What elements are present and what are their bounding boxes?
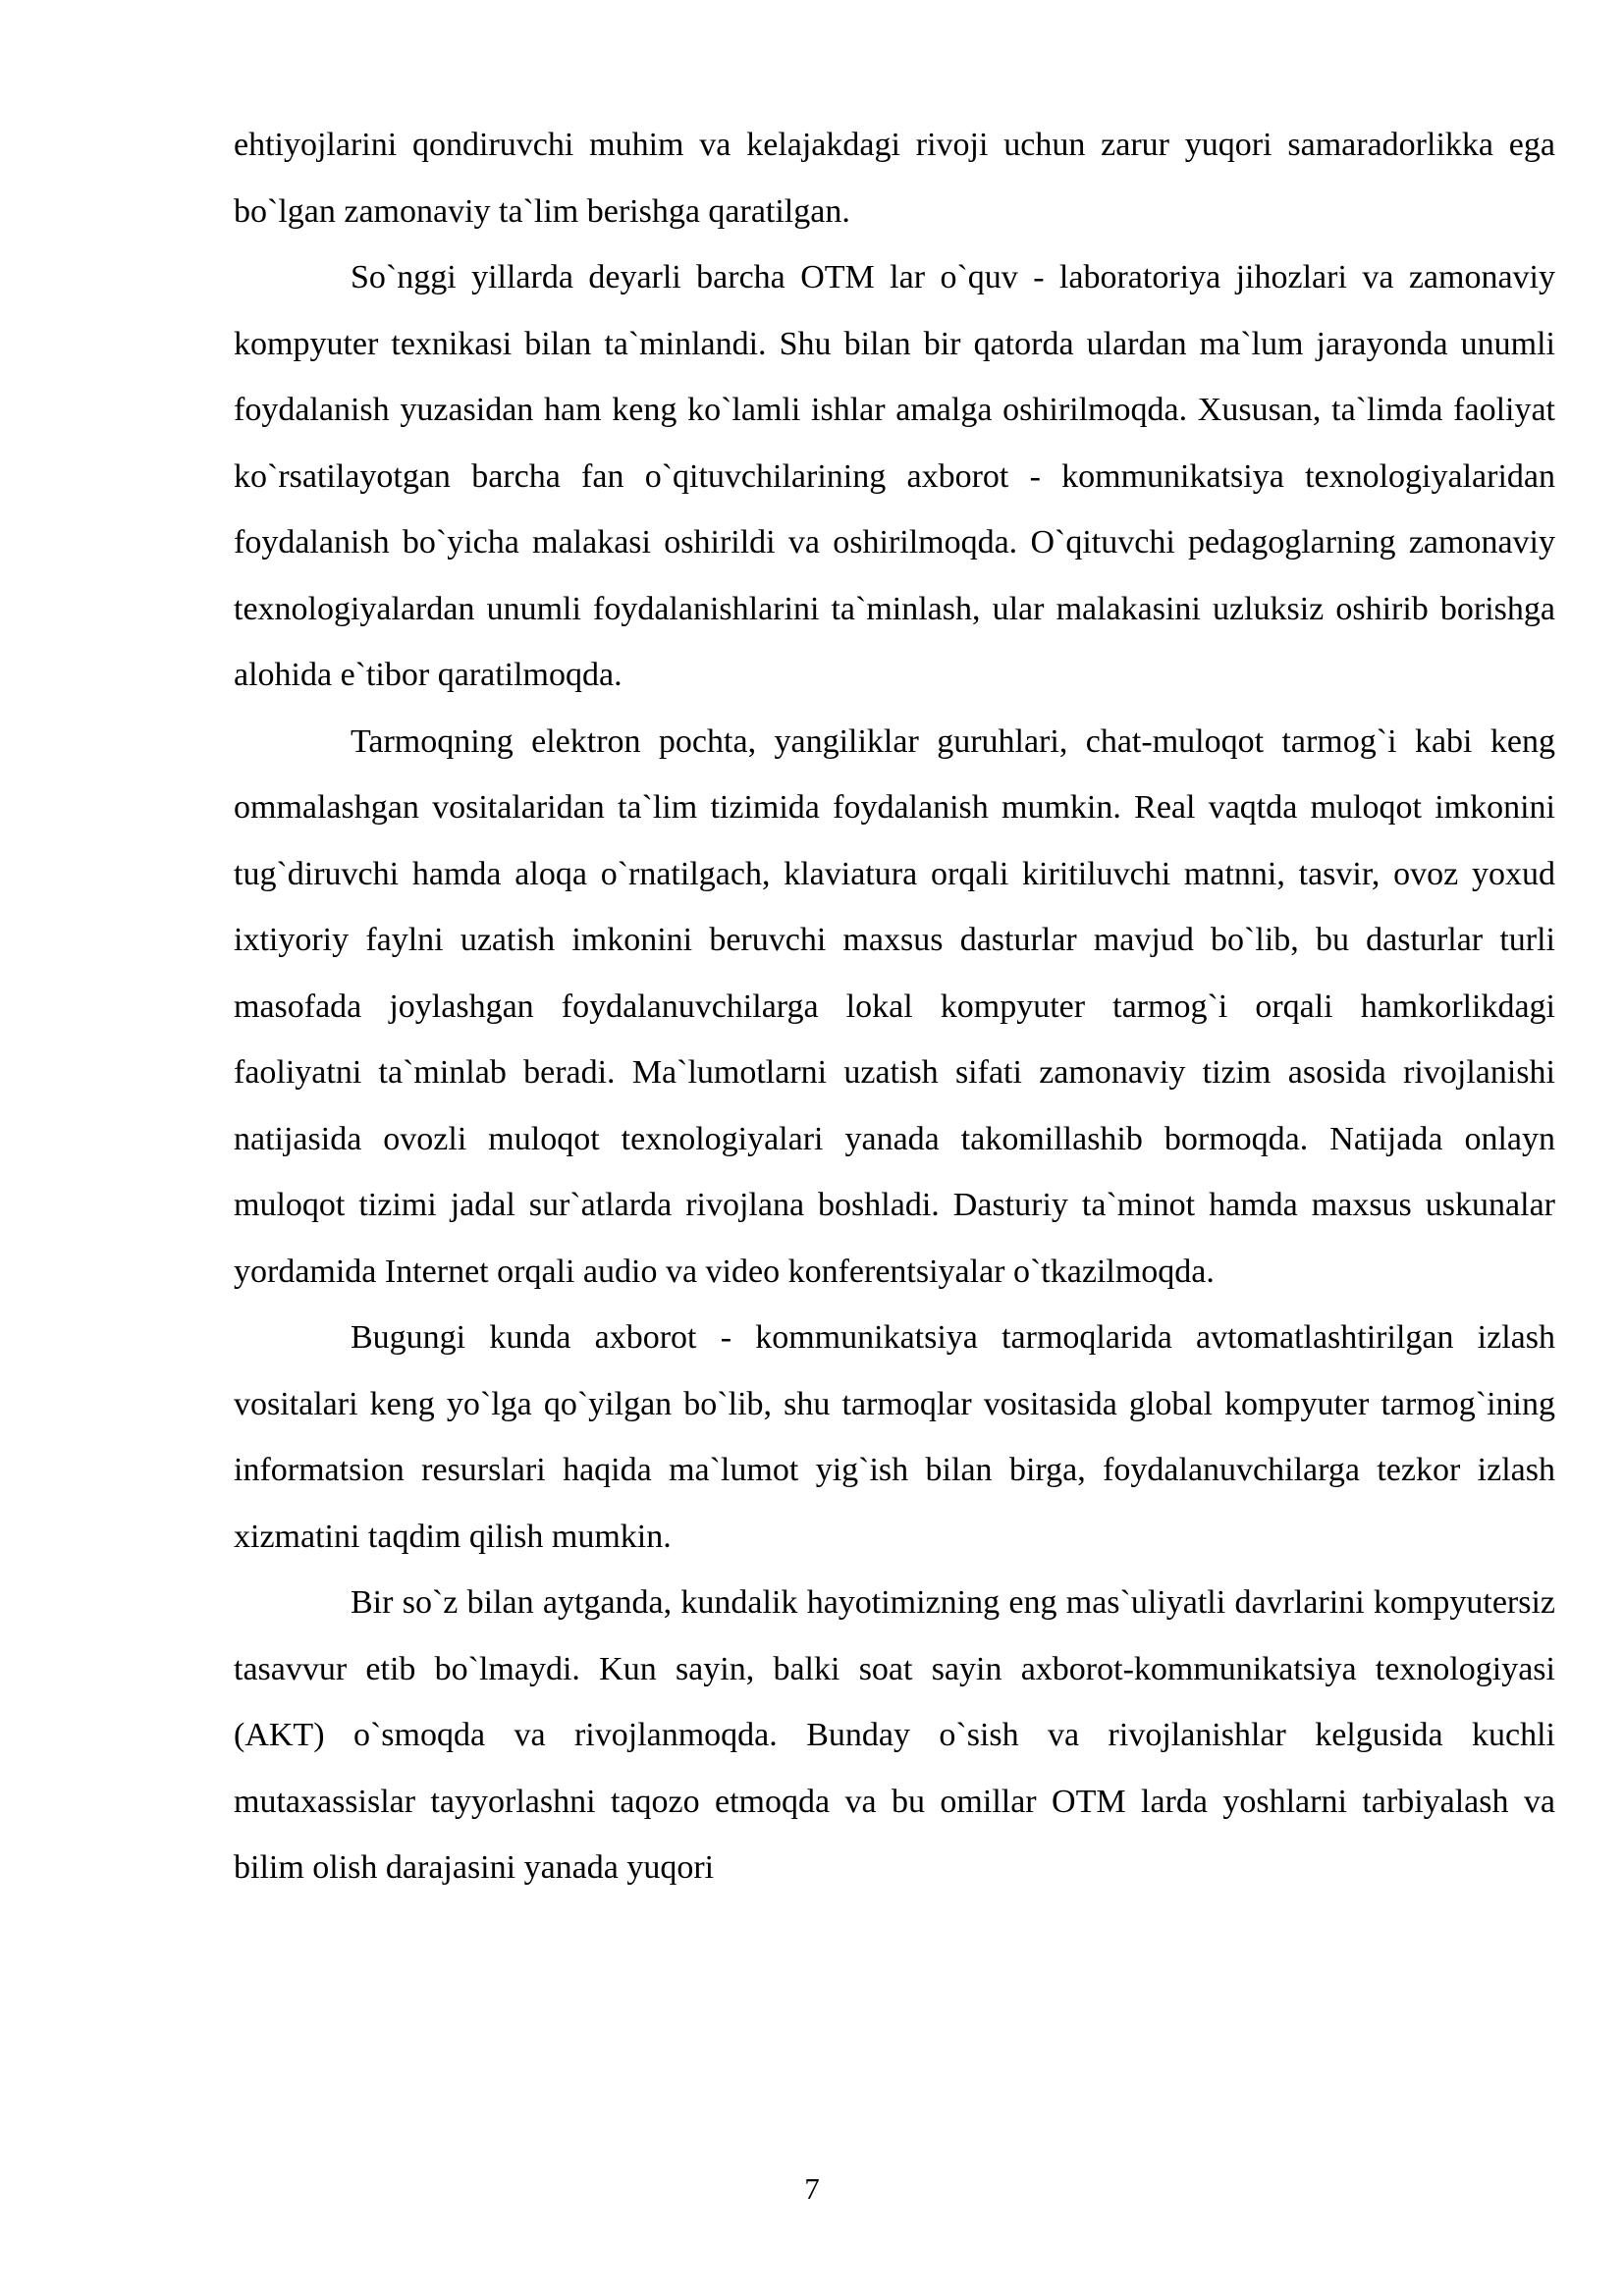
body-text <box>234 112 1555 1901</box>
paragraph-4: Bugungi kunda axborot - kommunikatsiya tarmoqlarida avtomatlashtirilgan izlash vositalari keng yo`lga qo`yilgan bo`lib, shu tarmoqlar vositasida global kompyuter tarmog`ining informatsion resurslari haqida ma`lumot yig`ish bilan birga, foydalanuvchilarga tezkor izlash xizmatini taqdim qilish mumkin. <box>234 1319 1555 1555</box>
paragraph-5: Bir so`z bilan aytganda, kundalik hayotimizning eng mas`uliyatli davrlarini kompyutersiz tasavvur etib bo`lmaydi. Kun sayin, balki soat sayin axborot-kommunikatsiya texnologiyasi (AKT) o`smoqda va rivojlanmoqda. Bunday o`sish va rivojlanishlar kelgusida kuchli mutaxassislar tayyorlashni taqozo etmoqda va bu omillar OTM larda yoshlarni tarbiyalash va bilim olish darajasini yanada yuqori <box>234 1584 1555 1886</box>
page-number: 7 <box>804 2171 820 2206</box>
paragraph-2: So`nggi yillarda deyarli barcha OTM lar o`quv - laboratoriya jihozlari va zamonaviy kompyuter texnikasi bilan ta`minlandi. Shu bilan bir qatorda ulardan ma`lum jarayonda unumli foydalanish yuzasidan ham keng ko`lamli ishlar amalga oshirilmoqda. Xususan, ta`limda faoliyat ko`rsatilayotgan barcha fan o`qituvchilarining axborot - kommunikatsiya texnologiyalaridan foydalanish bo`yicha malakasi oshirildi va oshirilmoqda. O`qituvchi pedagoglarning zamonaviy texnologiyalardan unumli foydalanishlarini ta`minlash, ular malakasini uzluksiz oshirib borishga alohida e`tibor qaratilmoqda. <box>234 259 1555 693</box>
paragraph-1: ehtiyojlarini qondiruvchi muhim va kelajakdagi rivoji uchun zarur yuqori samaradorlikka ega bo`lgan zamonaviy ta`lim berishga qaratilgan. <box>234 127 1555 230</box>
paragraph-3: Tarmoqning elektron pochta, yangiliklar guruhlari, chat-muloqot tarmog`i kabi keng ommalashgan vositalaridan ta`lim tizimida foydalanish mumkin. Real vaqtda muloqot imkonini tug`diruvchi hamda aloqa o`rnatilgach, klaviatura orqali kiritiluvchi matnni, tasvir, ovoz yoxud ixtiyoriy faylni uzatish imkonini beruvchi maxsus dasturlar mavjud bo`lib, bu dasturlar turli masofada joylashgan foydalanuvchilarga lokal kompyuter tarmog`i orqali hamkorlikdagi faoliyatni ta`minlab beradi. Ma`lumotlarni uzatish sifati zamonaviy tizim asosida rivojlanishi natijasida ovozli muloqot texnologiyalari yanada takomillashib bormoqda. Natijada onlayn muloqot tizimi jadal sur`atlarda rivojlana boshladi. Dasturiy ta`minot hamda maxsus uskunalar yordamida Internet orqali audio va video konferentsiyalar o`tkazilmoqda. <box>234 722 1555 1290</box>
